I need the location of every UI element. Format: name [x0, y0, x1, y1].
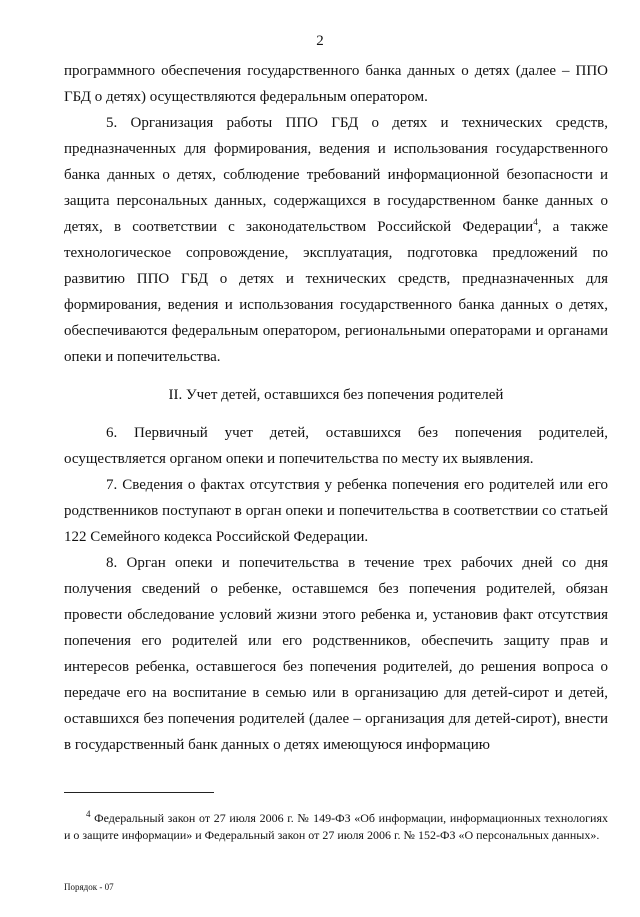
footnote-reference: 4 [533, 217, 538, 227]
footnote-text: Федеральный закон от 27 июля 2006 г. № 149-ФЗ «Об информации, информационных технологиях и о защите информации» и Федеральный закон от 27 июля 2006 г. № 152-ФЗ «О персональных данных». [64, 811, 608, 842]
paragraph-5 [64, 110, 608, 370]
paragraph-6: 6. Первичный учет детей, оставшихся без попечения родителей, осуществляется органом опеки и попечительства по месту их выявления. [64, 425, 608, 467]
paragraph-continuation: программного обеспечения государственного банка данных о детях (далее – ППО ГБД о детях) осуществляются федеральным оператором. [64, 63, 608, 105]
footnote [64, 810, 608, 844]
footnote-separator [64, 792, 214, 793]
section-heading: II. Учет детей, оставшихся без попечения родителей [168, 387, 504, 403]
paragraph-5-text-a: 5. Организация работы ППО ГБД о детях и технических средств, предназначенных для формирования, ведения и использования государственного банка данных о детях, соблюдение требований информационной безопасности и защита персональных данных, содержащихся в государственном банке данных о детях, в соответствии с законодательством Российской Федерации [64, 115, 608, 235]
document-body [64, 58, 608, 758]
paragraph-8: 8. Орган опеки и попечительства в течение трех рабочих дней со дня получения сведений о ребенке, оставшемся без попечения родителей, обязан провести обследование условий жизни этого ребенка и, установив факт отсутствия попечения его родителей или его родственников, обеспечить защиту прав и интересов ребенка, оставшегося без попечения родителей, до решения вопроса о передаче его на воспитание в семью или в организацию для детей-сирот и детей, оставшихся без попечения родителей (далее – организация для детей-сирот), внести в государственный банк данных о детях имеющуюся информацию [64, 555, 608, 753]
document-footer: Порядок - 07 [64, 882, 114, 892]
page-number: 2 [316, 33, 324, 49]
paragraph-5-text-b: , а также технологическое сопровождение, эксплуатация, подготовка предложений по развитию ППО ГБД о детях и технических средств, предназначенных для формирования, ведения и использования государственного банка данных о детях, обеспечиваются федеральным оператором, региональными операторами и органами опеки и попечительства. [64, 219, 608, 365]
footnote-marker: 4 [86, 809, 91, 819]
paragraph-7: 7. Сведения о фактах отсутствия у ребенка попечения его родителей или его родственников поступают в орган опеки и попечительства в соответствии со статьей 122 Семейного кодекса Российской Федерации. [64, 477, 608, 545]
